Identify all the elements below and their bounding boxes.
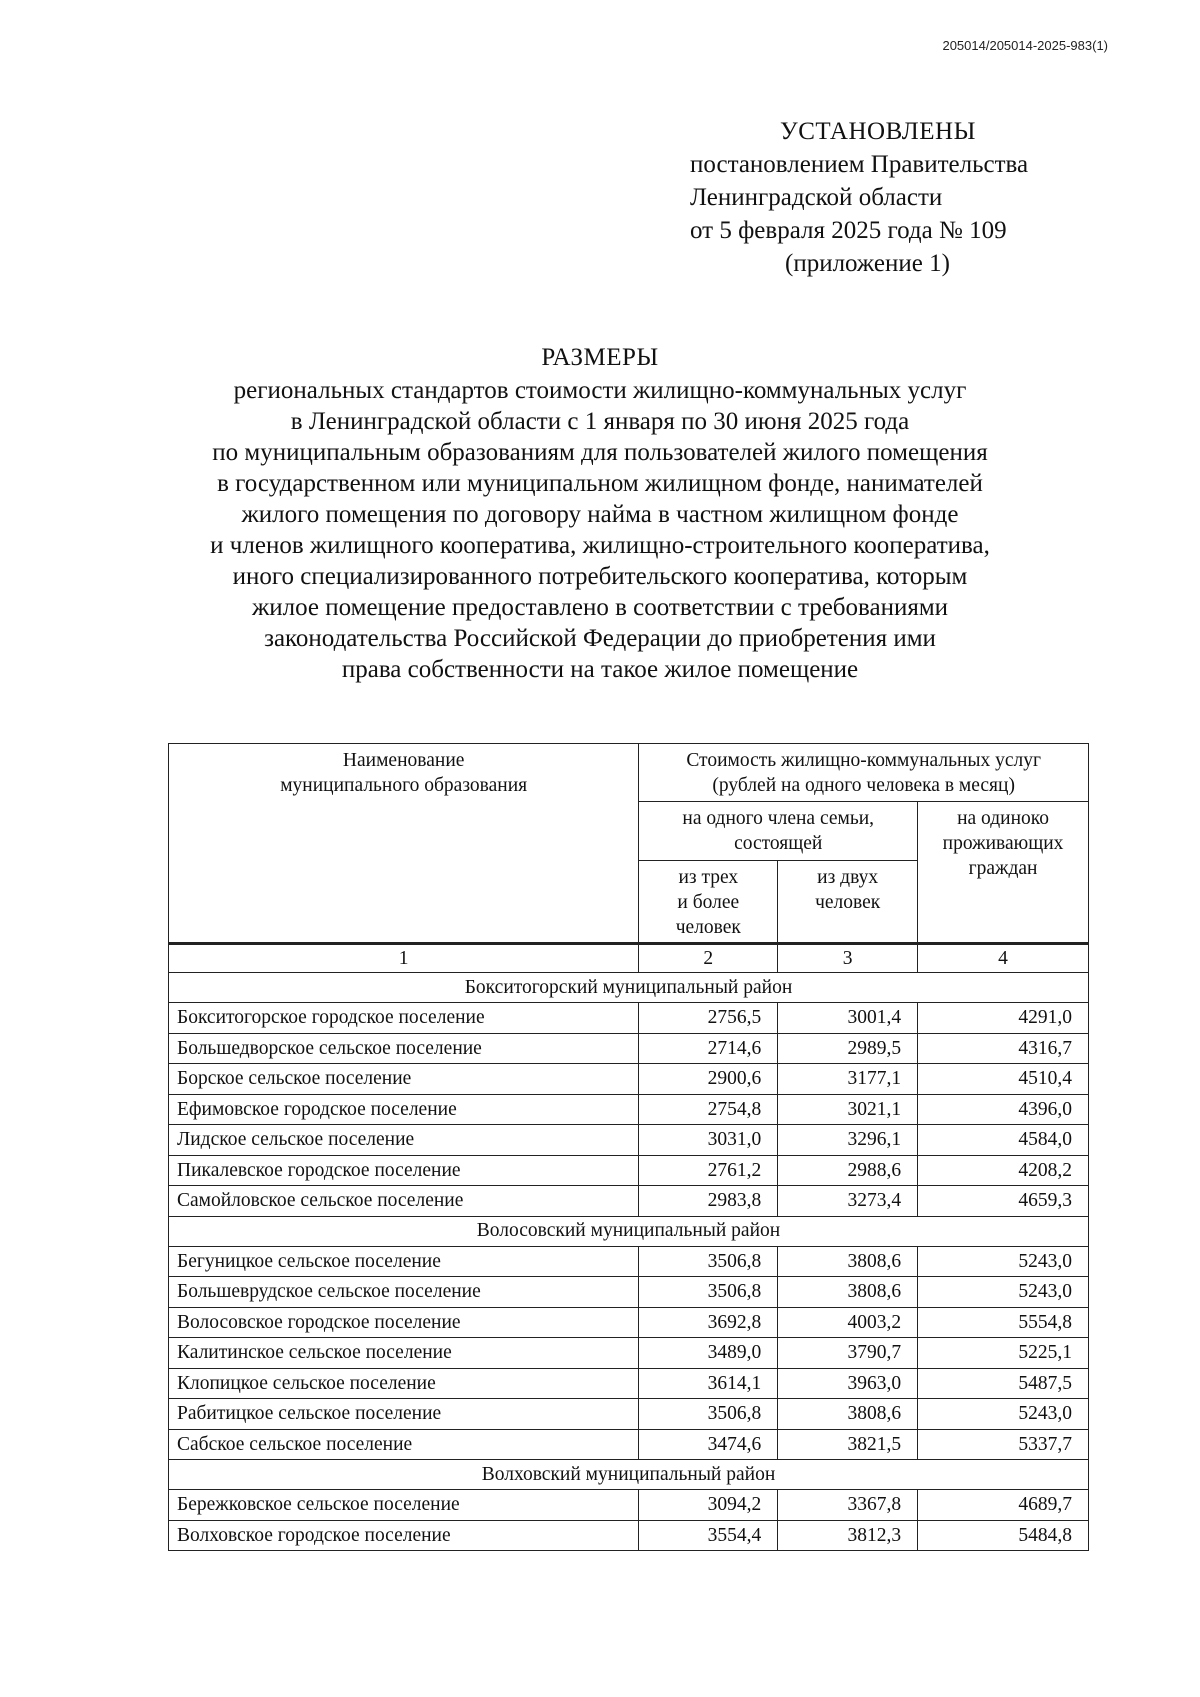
title-line: права собственности на такое жилое помещение (341, 656, 859, 683)
title-heading: РАЗМЕРЫ (541, 344, 659, 371)
table-row (169, 1277, 1089, 1308)
settlement-name: Самойловское сельское поселение (169, 1186, 639, 1217)
cost-two-persons: 3808,6 (778, 1277, 918, 1308)
settlement-name: Бережковское сельское поселение (169, 1490, 639, 1521)
table-body (169, 744, 1089, 1551)
approval-heading: УСТАНОВЛЕНЫ (780, 118, 976, 145)
approval-appendix: (приложение 1) (785, 250, 950, 277)
standards-table (168, 743, 1089, 1551)
document-title (0, 342, 1200, 685)
title-line: в Ленинградской области с 1 января по 30 июня 2025 года (290, 408, 910, 435)
table-row (169, 1520, 1089, 1551)
document-id: 205014/205014-2025-983(1) (942, 38, 1108, 53)
cost-three-or-more: 2900,6 (639, 1064, 778, 1095)
header-text: проживающих (942, 833, 1064, 854)
cost-two-persons: 3296,1 (778, 1125, 918, 1156)
cost-three-or-more: 2983,8 (639, 1186, 778, 1217)
header-single-residents (918, 802, 1089, 944)
district-name: Волосовский муниципальный район (169, 1216, 1089, 1246)
cost-three-or-more: 3474,6 (639, 1429, 778, 1460)
table-row (169, 1033, 1089, 1064)
table-row (169, 1307, 1089, 1338)
settlement-name: Сабское сельское поселение (169, 1429, 639, 1460)
title-line: региональных стандартов стоимости жилищно-коммунальных услуг (233, 377, 967, 404)
cost-three-or-more: 3614,1 (639, 1368, 778, 1399)
header-family-member (639, 802, 918, 861)
settlement-name: Рабитицкое сельское поселение (169, 1399, 639, 1430)
district-group-row (169, 1216, 1089, 1246)
cost-single: 5487,5 (918, 1368, 1089, 1399)
cost-single: 4396,0 (918, 1094, 1089, 1125)
cost-three-or-more: 3692,8 (639, 1307, 778, 1338)
cost-single: 5243,0 (918, 1399, 1089, 1430)
cost-two-persons: 2989,5 (778, 1033, 918, 1064)
title-line: по муниципальным образованиям для пользователей жилого помещения (212, 439, 988, 466)
cost-single: 4659,3 (918, 1186, 1089, 1217)
title-line: жилого помещения по договору найма в частном жилищном фонде (241, 501, 959, 528)
table-row (169, 1125, 1089, 1156)
settlement-name: Борское сельское поселение (169, 1064, 639, 1095)
cost-three-or-more: 3554,4 (639, 1520, 778, 1551)
cost-two-persons: 3808,6 (778, 1246, 918, 1277)
cost-two-persons: 3821,5 (778, 1429, 918, 1460)
cost-three-or-more: 3489,0 (639, 1338, 778, 1369)
table-row (169, 1246, 1089, 1277)
settlement-name: Пикалевское городское поселение (169, 1155, 639, 1186)
header-text: из трех (678, 867, 739, 888)
table-row (169, 1399, 1089, 1430)
cost-two-persons: 3790,7 (778, 1338, 918, 1369)
cost-three-or-more: 2756,5 (639, 1003, 778, 1034)
header-text: Стоимость жилищно-коммунальных услуг (686, 750, 1042, 771)
cost-three-or-more: 3506,8 (639, 1277, 778, 1308)
header-text: на одиноко (957, 808, 1049, 829)
approval-stamp (690, 115, 1028, 280)
cost-single: 5243,0 (918, 1246, 1089, 1277)
settlement-name: Бегуницкое сельское поселение (169, 1246, 639, 1277)
settlement-name: Ефимовское городское поселение (169, 1094, 639, 1125)
table-row (169, 1003, 1089, 1034)
cost-two-persons: 3273,4 (778, 1186, 918, 1217)
column-number: 3 (778, 944, 918, 973)
district-name: Волховский муниципальный район (169, 1460, 1089, 1490)
cost-two-persons: 3177,1 (778, 1064, 918, 1095)
header-text: состоящей (734, 833, 823, 854)
table-row (169, 1155, 1089, 1186)
header-text: на одного члена семьи, (682, 808, 875, 829)
cost-two-persons: 3367,8 (778, 1490, 918, 1521)
cost-two-persons: 3001,4 (778, 1003, 918, 1034)
header-text: из двух (817, 867, 879, 888)
header-text: человек (675, 917, 741, 938)
header-text: муниципального образования (280, 775, 528, 796)
header-text: (рублей на одного человека в месяц) (712, 775, 1015, 796)
cost-single: 4584,0 (918, 1125, 1089, 1156)
table-row (169, 1094, 1089, 1125)
cost-two-persons: 4003,2 (778, 1307, 918, 1338)
cost-three-or-more: 3506,8 (639, 1399, 778, 1430)
cost-single: 4208,2 (918, 1155, 1089, 1186)
column-number: 1 (169, 944, 639, 973)
cost-three-or-more: 2761,2 (639, 1155, 778, 1186)
cost-three-or-more: 3031,0 (639, 1125, 778, 1156)
approval-line: Ленинградской области (690, 184, 943, 211)
cost-three-or-more: 3094,2 (639, 1490, 778, 1521)
settlement-name: Большеврудское сельское поселение (169, 1277, 639, 1308)
settlement-name: Клопицкое сельское поселение (169, 1368, 639, 1399)
settlement-name: Волосовское городское поселение (169, 1307, 639, 1338)
column-number: 4 (918, 944, 1089, 973)
cost-single: 5484,8 (918, 1520, 1089, 1551)
approval-line: постановлением Правительства (690, 151, 1029, 178)
cost-single: 4510,4 (918, 1064, 1089, 1095)
cost-single: 4291,0 (918, 1003, 1089, 1034)
settlement-name: Большедворское сельское поселение (169, 1033, 639, 1064)
header-two-persons (778, 861, 918, 944)
title-line: иного специализированного потребительского кооператива, которым (232, 563, 968, 590)
cost-two-persons: 3021,1 (778, 1094, 918, 1125)
table-row (169, 1490, 1089, 1521)
cost-single: 5554,8 (918, 1307, 1089, 1338)
settlement-name: Калитинское сельское поселение (169, 1338, 639, 1369)
cost-single: 5337,7 (918, 1429, 1089, 1460)
table-row (169, 1186, 1089, 1217)
table-row (169, 1338, 1089, 1369)
header-text: Наименование (342, 750, 465, 771)
table-row (169, 1064, 1089, 1095)
cost-two-persons: 3812,3 (778, 1520, 918, 1551)
table-row (169, 1429, 1089, 1460)
column-number-row (169, 944, 1089, 973)
settlement-name: Волховское городское поселение (169, 1520, 639, 1551)
cost-three-or-more: 3506,8 (639, 1246, 778, 1277)
header-row (169, 744, 1089, 802)
approval-date-number: от 5 февраля 2025 года № 109 (690, 217, 1007, 244)
cost-three-or-more: 2754,8 (639, 1094, 778, 1125)
header-text: человек (815, 892, 881, 913)
cost-single: 5243,0 (918, 1277, 1089, 1308)
cost-two-persons: 3808,6 (778, 1399, 918, 1430)
cost-single: 4689,7 (918, 1490, 1089, 1521)
district-name: Бокситогорский муниципальный район (169, 973, 1089, 1003)
title-line: в государственном или муниципальном жилищном фонде, нанимателей (217, 470, 983, 497)
header-text: и более (677, 892, 740, 913)
header-three-or-more (639, 861, 778, 944)
header-cost (639, 744, 1089, 802)
settlement-name: Бокситогорское городское поселение (169, 1003, 639, 1034)
cost-single: 5225,1 (918, 1338, 1089, 1369)
cost-two-persons: 2988,6 (778, 1155, 918, 1186)
title-line: и членов жилищного кооператива, жилищно-строительного кооператива, (210, 532, 990, 559)
title-line: жилое помещение предоставлено в соответствии с требованиями (251, 594, 949, 621)
header-text: граждан (968, 858, 1038, 879)
cost-two-persons: 3963,0 (778, 1368, 918, 1399)
cost-single: 4316,7 (918, 1033, 1089, 1064)
settlement-name: Лидское сельское поселение (169, 1125, 639, 1156)
title-line: законодательства Российской Федерации до приобретения ими (264, 625, 936, 652)
cost-three-or-more: 2714,6 (639, 1033, 778, 1064)
table-row (169, 1368, 1089, 1399)
column-number: 2 (639, 944, 778, 973)
district-group-row (169, 973, 1089, 1003)
header-municipality (169, 744, 639, 944)
district-group-row (169, 1460, 1089, 1490)
